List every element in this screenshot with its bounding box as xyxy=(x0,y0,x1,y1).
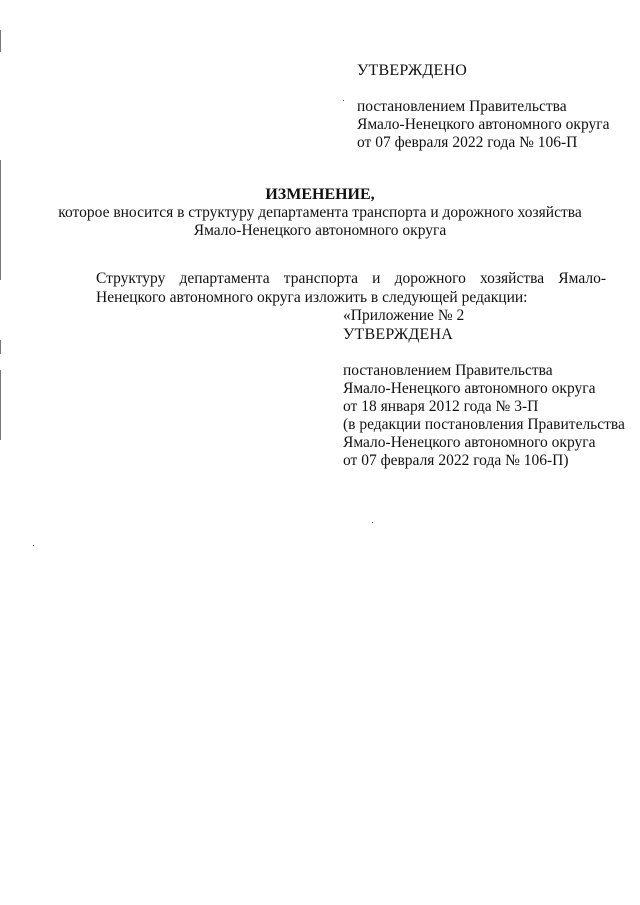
appendix-line: Ямало-Ненецкого автономного округа xyxy=(343,434,596,451)
scan-speck xyxy=(372,522,373,523)
approval-line: постановлением Правительства xyxy=(357,98,567,115)
appendix-line: постановлением Правительства xyxy=(343,362,553,379)
approval-line: Ямало-Ненецкого автономного округа xyxy=(357,116,610,133)
document-subtitle: которое вносится в структуру департамента транспорта и дорожного хозяйства xyxy=(58,204,582,221)
scan-speck xyxy=(33,545,34,546)
appendix-label: «Приложение № 2 xyxy=(343,307,465,324)
scan-edge-mark xyxy=(0,30,1,52)
appendix-line: (в редакции постановления Правительства xyxy=(343,416,625,433)
appendix-line: от 18 января 2012 года № 3-П xyxy=(343,398,539,415)
appendix-approval-heading: УТВЕРЖДЕНА xyxy=(343,326,454,343)
approval-heading: УТВЕРЖДЕНО xyxy=(357,62,468,79)
body-text: Структуру департамента транспорта и дорожного хозяйства Ямало- xyxy=(96,270,606,287)
document-subtitle: Ямало-Ненецкого автономного округа xyxy=(193,222,447,239)
appendix-line: Ямало-Ненецкого автономного округа xyxy=(343,380,596,397)
approval-line: от 07 февраля 2022 года № 106-П xyxy=(357,134,578,151)
document-title: ИЗМЕНЕНИЕ, xyxy=(265,186,375,203)
scan-edge-mark xyxy=(0,340,1,354)
scan-edge-mark xyxy=(0,370,1,440)
scan-speck xyxy=(343,100,344,101)
appendix-line: от 07 февраля 2022 года № 106-П) xyxy=(343,452,569,469)
body-text: Ненецкого автономного округа изложить в следующей редакции: xyxy=(96,289,528,306)
